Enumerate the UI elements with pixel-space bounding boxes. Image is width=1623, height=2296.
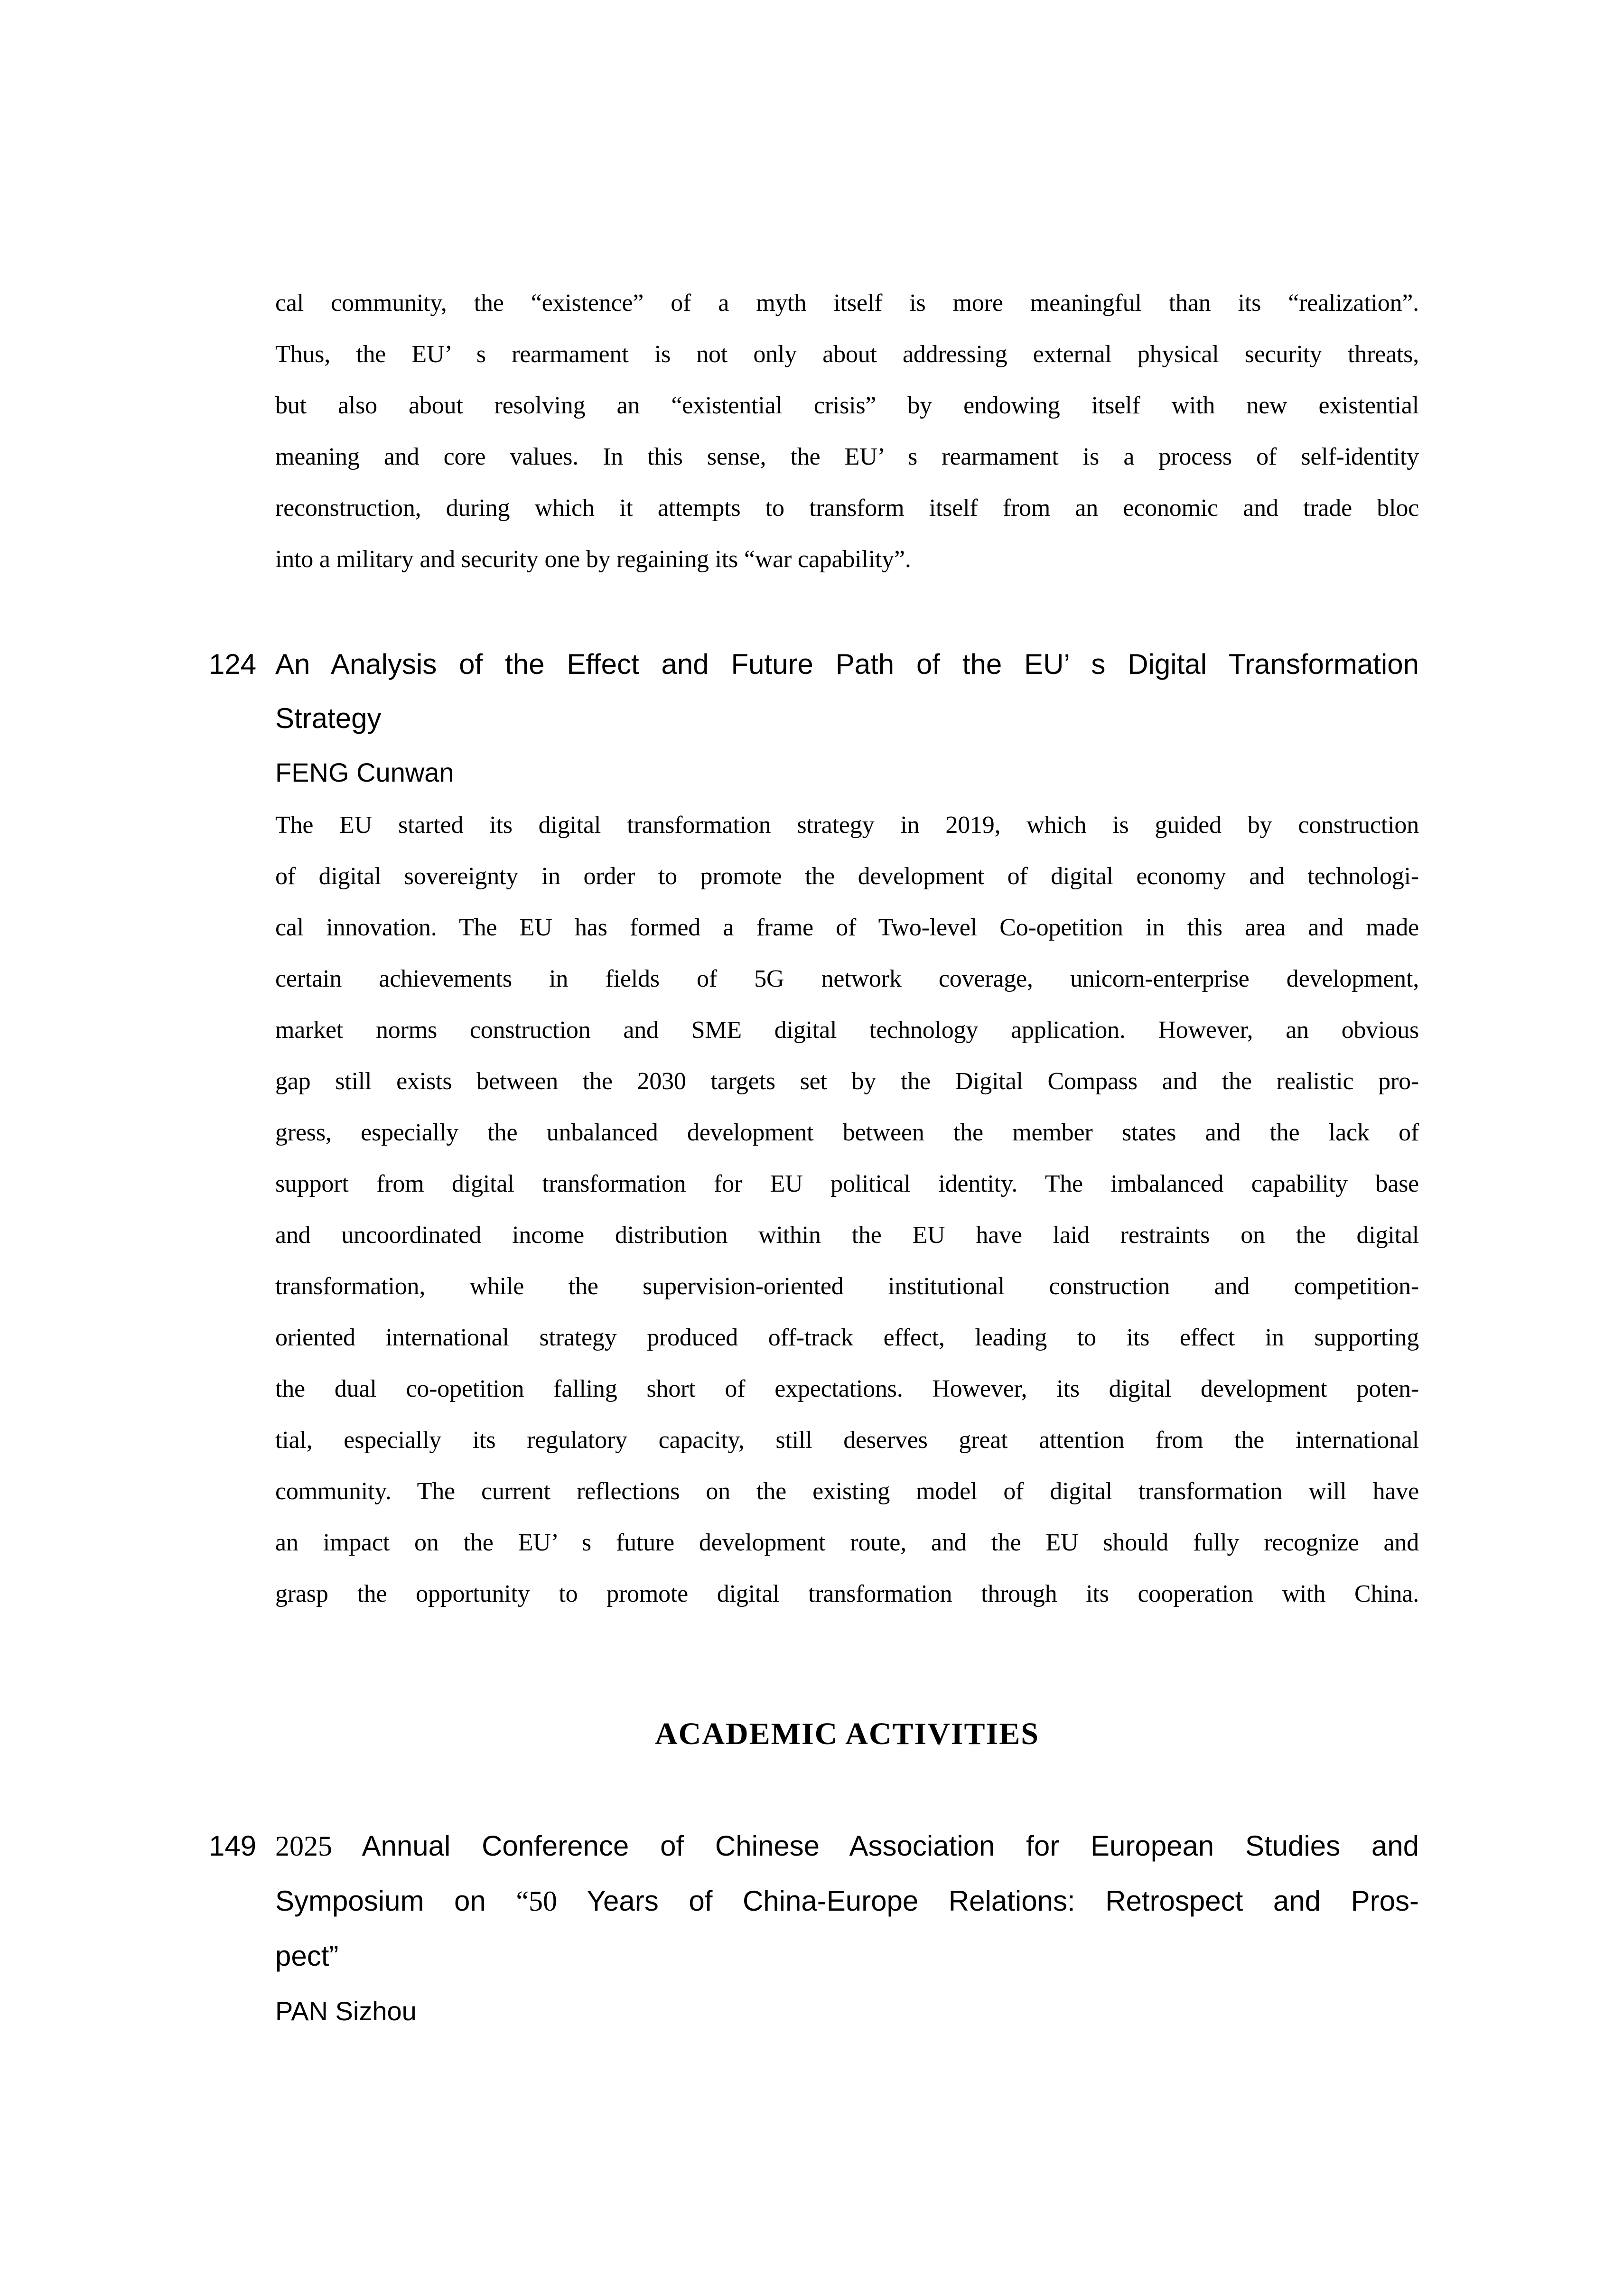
toc-entry-149 xyxy=(209,1819,1419,2039)
abstract-text-line: certain achievements in fields of 5G network coverage, unicorn-enterprise development, xyxy=(275,965,1419,992)
text-segment: Annual Conference of Chinese Association for European Studies and xyxy=(332,1830,1419,1862)
text-segment: Symposium on xyxy=(275,1885,516,1917)
abstract-text-line: reconstruction, during which it attempts to transform itself from an economic and trade bloc xyxy=(275,495,1419,522)
abstract-text-line: of digital sovereignty in order to promote the development of digital economy and technologi- xyxy=(275,863,1419,890)
entry-abstract xyxy=(275,800,1419,1620)
section-heading: ACADEMIC ACTIVITIES xyxy=(655,1717,1039,1751)
abstract-text-line: and uncoordinated income distribution within the EU have laid restraints on the digital xyxy=(275,1222,1419,1249)
entry-title-line xyxy=(275,1929,1419,1984)
entry-title-line: An Analysis of the Effect and Future Path of the EU’ s Digital Transformation xyxy=(275,648,1419,680)
abstract-text-line: cal community, the “existence” of a myth itself is more meaningful than its “realization”. xyxy=(275,289,1419,317)
continued-abstract-paragraph xyxy=(275,278,1419,585)
abstract-text-line: grasp the opportunity to promote digital transformation through its cooperation with China. xyxy=(275,1580,1419,1607)
serif-text-segment: “50 xyxy=(516,1885,557,1917)
entry-author: PAN Sizhou xyxy=(275,1996,417,2026)
abstract-text-line: gap still exists between the 2030 targets set by the Digital Compass and the realistic pro- xyxy=(275,1068,1419,1095)
entry-body xyxy=(275,1819,1419,2039)
abstract-text-line: into a military and security one by regaining its “war capability”. xyxy=(275,546,911,573)
text-segment: pect” xyxy=(275,1940,339,1972)
entry-author: FENG Cunwan xyxy=(275,757,454,787)
abstract-text-line: but also about resolving an “existential crisis” by endowing itself with new existential xyxy=(275,392,1419,419)
abstract-text-line: support from digital transformation for EU political identity. The imbalanced capability base xyxy=(275,1170,1419,1197)
abstract-text-line: gress, especially the unbalanced development between the member states and the lack of xyxy=(275,1119,1419,1146)
abstract-text-line: transformation, while the supervision-oriented institutional construction and competition- xyxy=(275,1273,1419,1300)
abstract-text-line: Thus, the EU’ s rearmament is not only about addressing external physical security threats, xyxy=(275,341,1419,368)
abstract-text-line: oriented international strategy produced off-track effect, leading to its effect in supporting xyxy=(275,1324,1419,1351)
abstract-text-line: the dual co-opetition falling short of expectations. However, its digital development poten- xyxy=(275,1375,1419,1402)
entry-title-line xyxy=(275,1819,1419,1874)
abstract-text-line: an impact on the EU’ s future development route, and the EU should fully recognize and xyxy=(275,1529,1419,1556)
abstract-text-line: community. The current reflections on the existing model of digital transformation will have xyxy=(275,1478,1419,1505)
toc-entry-124 xyxy=(209,637,1419,1620)
entry-title xyxy=(275,637,1419,746)
entry-title-line xyxy=(275,1874,1419,1929)
abstract-text-line: meaning and core values. In this sense, the EU’ s rearmament is a process of self-identity xyxy=(275,443,1419,470)
abstract-text-line: cal innovation. The EU has formed a frame of Two-level Co-opetition in this area and made xyxy=(275,914,1419,941)
page-content xyxy=(209,0,1419,2039)
abstract-text-line: The EU started its digital transformation strategy in 2019, which is guided by construction xyxy=(275,812,1419,839)
text-segment: Years of China-Europe Relations: Retrospect and Pros- xyxy=(557,1885,1419,1917)
abstract-text-line: market norms construction and SME digital technology application. However, an obvious xyxy=(275,1017,1419,1044)
abstract-text-line: tial, especially its regulatory capacity, still deserves great attention from the international xyxy=(275,1427,1419,1454)
entry-title-line: Strategy xyxy=(275,702,382,734)
entry-page-number: 149 xyxy=(209,1830,257,1862)
serif-text-segment: 2025 xyxy=(275,1830,332,1862)
entry-title xyxy=(275,1819,1419,1984)
entry-page-number: 124 xyxy=(209,648,257,680)
entry-body xyxy=(275,637,1419,1620)
